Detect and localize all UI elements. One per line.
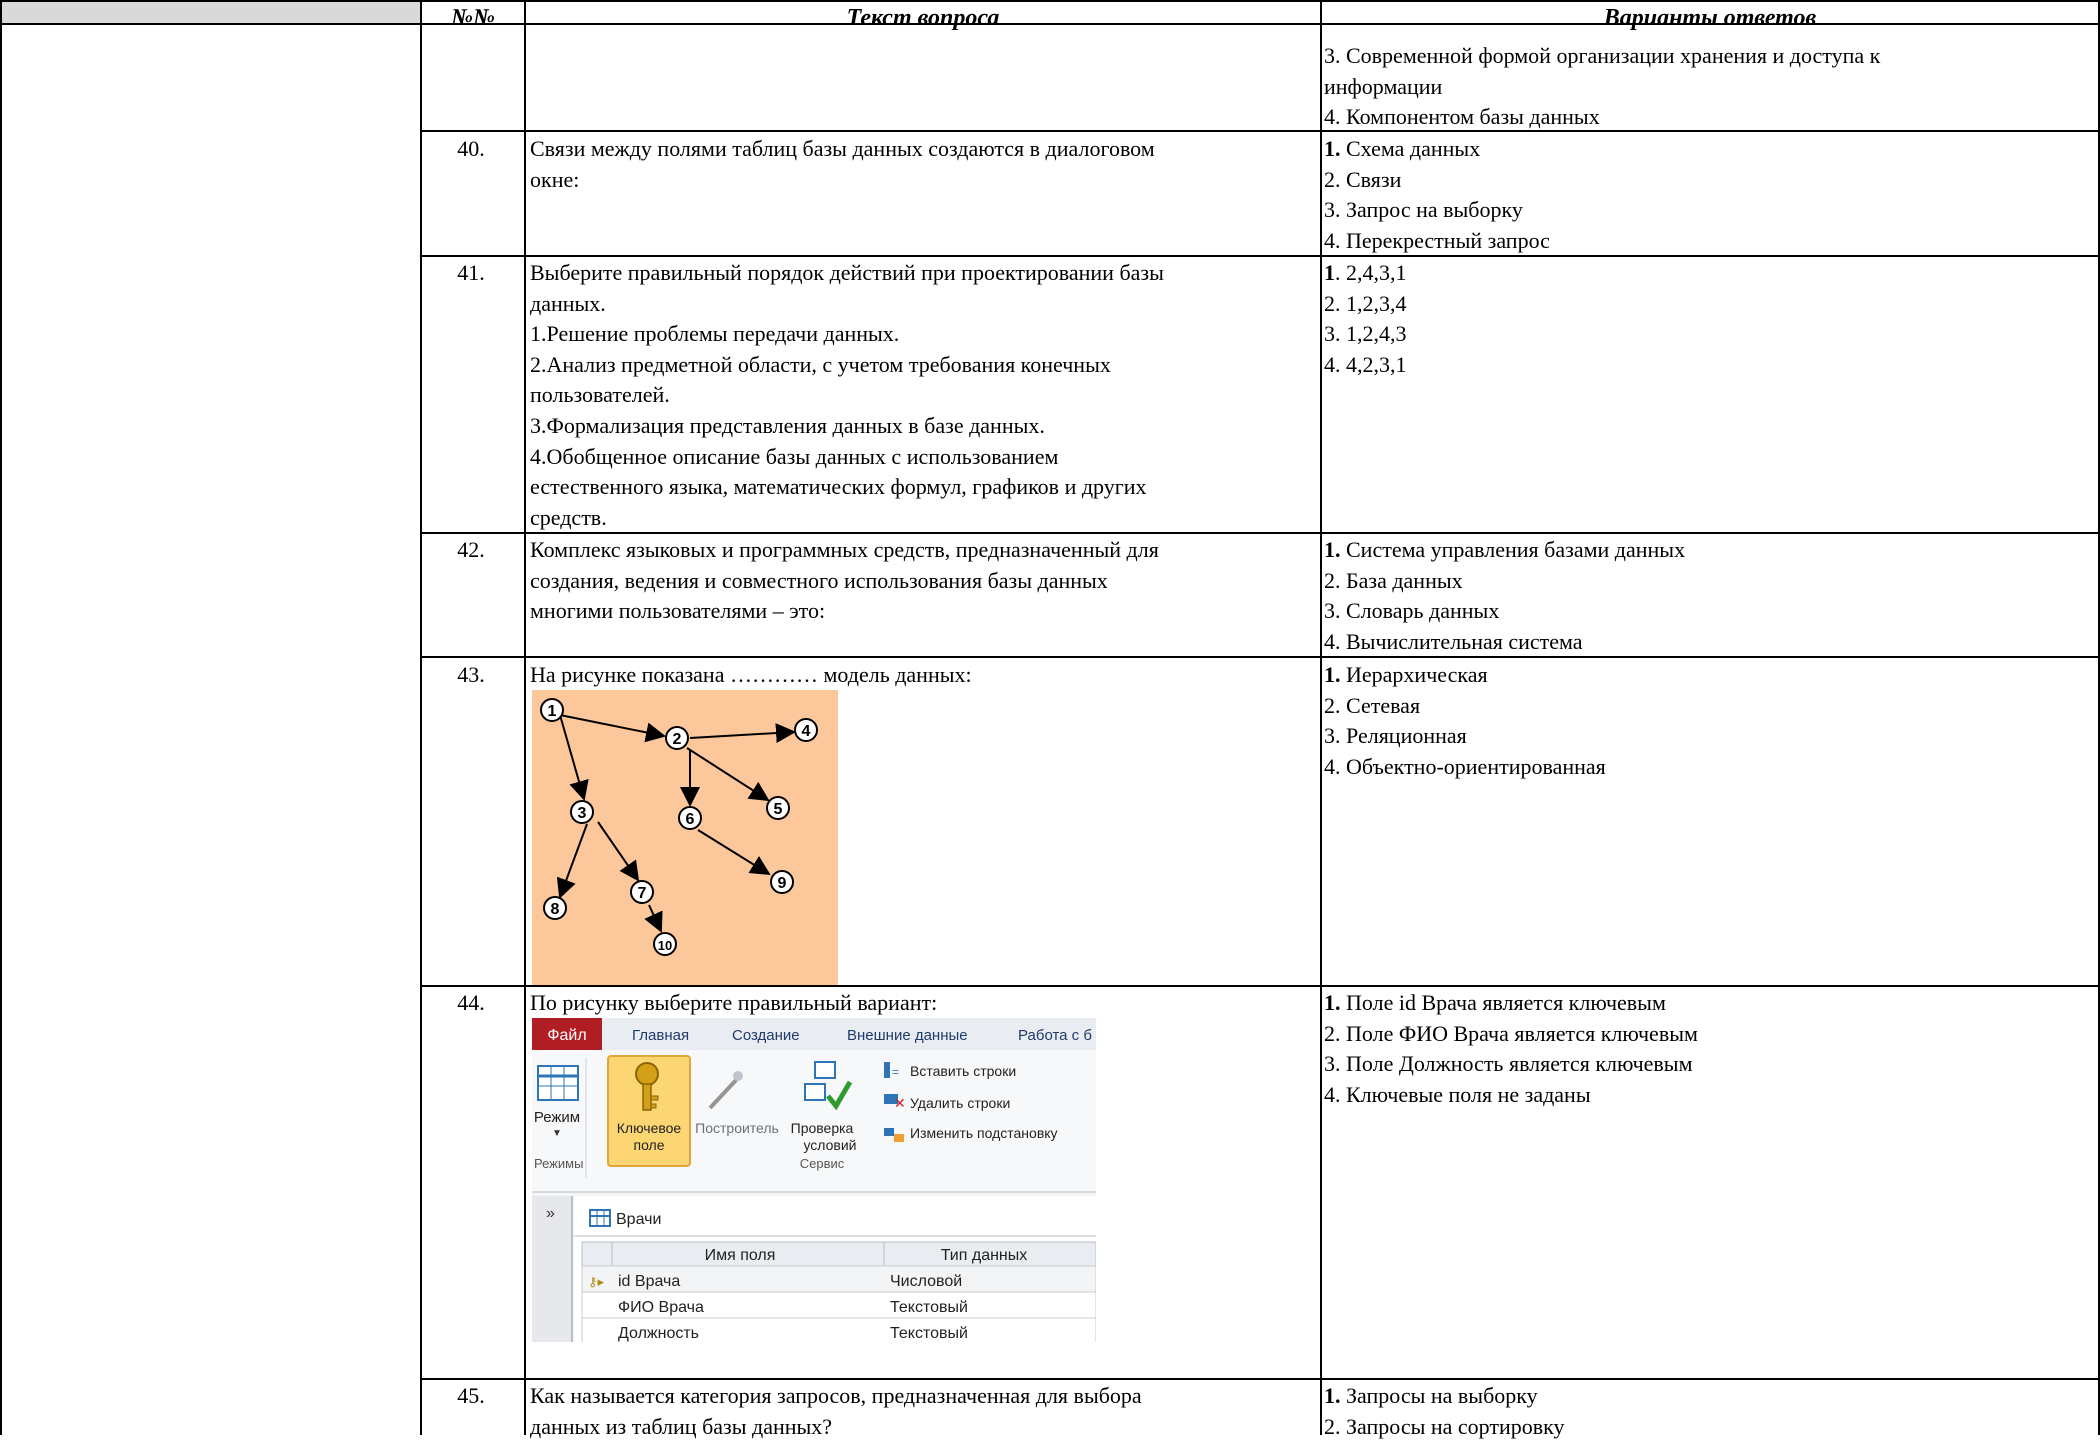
graph-node-label: 10: [657, 938, 673, 953]
insert-rows-icon: [884, 1062, 899, 1079]
question-text: [530, 535, 1320, 627]
row-divider: [420, 985, 2100, 987]
question-text: [530, 988, 1320, 1019]
answer-option: [1324, 102, 2084, 133]
ribbon-tab-create[interactable]: Создание: [732, 1027, 800, 1044]
data-type-cell[interactable]: Текстовый: [890, 1325, 968, 1342]
answer-text: Запросы на выборку: [1340, 1383, 1538, 1408]
answer-text: 4. 4,2,3,1: [1324, 351, 1407, 377]
question-text: [530, 660, 1320, 691]
answer-marker: 1.: [1324, 990, 1341, 1015]
answer-option: [1324, 566, 2084, 597]
delete-rows-button[interactable]: Удалить строки: [910, 1095, 1011, 1111]
svg-text:=: =: [892, 1065, 900, 1079]
answer-option: [1324, 660, 2084, 691]
answer-option: [1324, 627, 2084, 658]
answer-marker: 1: [1324, 260, 1335, 285]
question-line: 2.Анализ предметной области, с учетом требования конечных: [530, 351, 1111, 377]
answer-text: 2. База данных: [1324, 567, 1463, 593]
graph-node-label: 2: [672, 731, 682, 748]
answer-option: [1324, 41, 2084, 72]
answer-option: [1324, 1019, 2084, 1050]
question-line: данных из таблиц базы данных?: [530, 1413, 833, 1439]
answer-option: [1324, 195, 2084, 226]
question-line: 1.Решение проблемы передачи данных.: [530, 321, 900, 347]
question-line: средств.: [530, 504, 607, 530]
answers-cell: [1324, 258, 2084, 380]
answer-option: [1324, 1049, 2084, 1080]
question-number: 43.: [457, 662, 485, 687]
answer-text: 4. Компонентом базы данных: [1324, 104, 1600, 130]
data-type-cell[interactable]: Числовой: [890, 1273, 963, 1290]
question-line: На рисунке показана ………… модель данных:: [530, 662, 972, 687]
graph-node: [544, 897, 566, 919]
access-svg: [532, 1018, 1096, 1342]
chevron-down-icon: ▼: [552, 1128, 562, 1139]
question-number: 42.: [457, 537, 485, 562]
answer-option: [1324, 988, 2084, 1019]
hierarchical-model-figure: [532, 690, 838, 985]
graph-node: [666, 727, 688, 749]
graph-node-label: 5: [773, 801, 783, 818]
answer-option: [1324, 1381, 2084, 1412]
group-label-service: Сервис: [799, 1156, 845, 1171]
row-divider: [420, 1378, 2100, 1380]
answer-text: 4. Ключевые поля не заданы: [1324, 1081, 1591, 1107]
graph-node-label: 6: [685, 811, 695, 828]
key-field-label-2: поле: [633, 1137, 665, 1153]
answer-text: 3. Словарь данных: [1324, 598, 1500, 624]
access-table-design-figure: [532, 1018, 1096, 1342]
table-top-border: [0, 0, 2100, 2]
question-text: [530, 258, 1320, 533]
answer-marker: 1.: [1324, 662, 1341, 687]
answer-option: [1324, 596, 2084, 627]
question-text: [530, 134, 1320, 195]
question-line: данных.: [530, 290, 606, 316]
data-type-cell[interactable]: Текстовый: [890, 1299, 968, 1316]
question-line: 3.Формализация представления данных в базе данных.: [530, 412, 1045, 438]
graph-node: [541, 699, 563, 721]
answer-text: 3. Современной формой организации хранения и доступа к: [1324, 43, 1881, 68]
table-tab-icon: [590, 1210, 610, 1226]
check-label-1[interactable]: Проверка: [790, 1120, 854, 1136]
answer-text: 4. Объектно-ориентированная: [1324, 753, 1606, 779]
answer-text: 3. Реляционная: [1324, 723, 1467, 749]
answer-text: информации: [1324, 73, 1443, 99]
answer-text: 3. Запрос на выборку: [1324, 197, 1523, 223]
graph-node-label: 3: [577, 805, 587, 822]
answer-option: [1324, 721, 2084, 752]
question-line: Комплекс языковых и программных средств, предназначенный для: [530, 537, 1159, 562]
answer-text: 2. Запросы на сортировку: [1324, 1413, 1565, 1439]
answer-text: Иерархическая: [1340, 662, 1488, 687]
answer-text: 2. Поле ФИО Врача является ключевым: [1324, 1020, 1698, 1046]
table-view-icon: [538, 1066, 578, 1100]
question-line: По рисунку выберите правильный вариант:: [530, 990, 938, 1015]
graph-node-label: 9: [777, 875, 787, 892]
column-divider: [420, 0, 422, 1435]
answer-option: [1324, 289, 2084, 320]
answer-option: [1324, 535, 2084, 566]
answer-option: [1324, 134, 2084, 165]
answer-marker: 1.: [1324, 136, 1341, 161]
question-text: [530, 1381, 1320, 1442]
answer-option: [1324, 319, 2084, 350]
nav-pane-expand-icon[interactable]: »: [546, 1205, 555, 1222]
graph-node-label: 7: [637, 885, 647, 902]
answer-marker: 1.: [1324, 1383, 1341, 1408]
answer-text: 2. Связи: [1324, 166, 1402, 192]
answers-cell: [1324, 660, 2084, 782]
graph-node: [679, 807, 701, 829]
graph-node: [631, 881, 653, 903]
question-number: 44.: [457, 990, 485, 1015]
question-line: создания, ведения и совместного использования базы данных: [530, 567, 1108, 593]
insert-rows-button[interactable]: Вставить строки: [910, 1063, 1017, 1079]
question-line: многими пользователями – это:: [530, 598, 826, 624]
answers-cell: [1324, 535, 2084, 657]
answer-option: [1324, 1080, 2084, 1111]
column-data-type: Тип данных: [940, 1247, 1028, 1264]
header-number: №№: [451, 5, 495, 31]
question-line: 4.Обобщенное описание базы данных с использованием: [530, 443, 1059, 469]
question-number: 40.: [457, 136, 485, 161]
question-line: Связи между полями таблиц базы данных создаются в диалоговом: [530, 136, 1155, 161]
answer-option: [1324, 691, 2084, 722]
answer-text: 4. Вычислительная система: [1324, 628, 1583, 654]
svg-text:✕: ✕: [894, 1095, 906, 1111]
key-field-label-1: Ключевое: [616, 1120, 682, 1136]
graph-svg: [532, 690, 838, 985]
graph-node-label: 1: [547, 703, 557, 720]
answer-text: Поле id Врача является ключевым: [1340, 990, 1666, 1015]
header-question: Текст вопроса: [846, 5, 1000, 31]
group-label-modes: Режимы: [534, 1156, 584, 1171]
answer-text: 3. 1,2,4,3: [1324, 321, 1407, 347]
graph-node: [767, 797, 789, 819]
answers-cell: [1324, 1381, 2084, 1442]
answer-option: [1324, 226, 2084, 257]
question-line: Выберите правильный порядок действий при проектировании базы: [530, 260, 1164, 285]
answer-option: [1324, 258, 2084, 289]
question-line: пользователей.: [530, 382, 670, 408]
answer-text: 2. Сетевая: [1324, 692, 1421, 718]
question-number: 41.: [457, 260, 485, 285]
graph-node: [795, 719, 817, 741]
question-line: естественного языка, математических формул, графиков и других: [530, 474, 1147, 500]
field-name-cell[interactable]: ФИО Врача: [618, 1299, 704, 1316]
question-line: окне:: [530, 166, 580, 192]
answer-option: [1324, 752, 2084, 783]
column-field-name: Имя поля: [704, 1247, 776, 1264]
check-label-2[interactable]: условий: [803, 1137, 857, 1153]
answer-option: [1324, 1412, 2084, 1442]
graph-node: [771, 871, 793, 893]
column-divider: [1320, 0, 1322, 1435]
table-left-border: [0, 0, 2, 1435]
question-number: 45.: [457, 1383, 485, 1408]
answer-text: Система управления базами данных: [1340, 537, 1686, 562]
answer-text: Схема данных: [1340, 136, 1481, 161]
ribbon-tab-database-tools[interactable]: Работа с б: [1018, 1027, 1092, 1044]
answer-marker: 1.: [1324, 537, 1341, 562]
answer-option: [1324, 72, 2084, 103]
answers-cell: [1324, 41, 2084, 133]
answer-text: 3. Поле Должность является ключевым: [1324, 1051, 1693, 1077]
field-name-cell[interactable]: id Врача: [618, 1273, 681, 1290]
table-tab-name[interactable]: Врачи: [616, 1211, 662, 1228]
graph-node: [571, 801, 593, 823]
answer-text: . 2,4,3,1: [1335, 260, 1407, 285]
answer-text: 2. 1,2,3,4: [1324, 290, 1407, 316]
graph-node-label: 4: [801, 723, 811, 740]
graph-node: [654, 933, 676, 955]
answer-option: [1324, 350, 2084, 381]
column-divider: [524, 0, 526, 1435]
ribbon-tab-home[interactable]: Главная: [632, 1027, 690, 1044]
header-shaded-cell: [0, 0, 420, 23]
change-lookup-button[interactable]: Изменить подстановку: [910, 1125, 1058, 1141]
ribbon-tab-file[interactable]: Файл: [547, 1027, 587, 1044]
answer-text: 4. Перекрестный запрос: [1324, 227, 1550, 253]
answer-option: [1324, 165, 2084, 196]
ribbon-tab-external-data[interactable]: Внешние данные: [847, 1027, 968, 1044]
primary-key-icon: ⚷▸: [588, 1274, 605, 1289]
mode-button[interactable]: Режим: [533, 1109, 581, 1126]
answers-cell: [1324, 988, 2084, 1110]
question-line: Как называется категория запросов, предназначенная для выбора: [530, 1383, 1142, 1408]
header-answers: Варианты ответов: [1603, 5, 1817, 31]
graph-node-label: 8: [550, 901, 560, 918]
field-name-cell[interactable]: Должность: [618, 1325, 699, 1342]
answers-cell: [1324, 134, 2084, 256]
builder-button[interactable]: Построитель: [695, 1120, 779, 1136]
